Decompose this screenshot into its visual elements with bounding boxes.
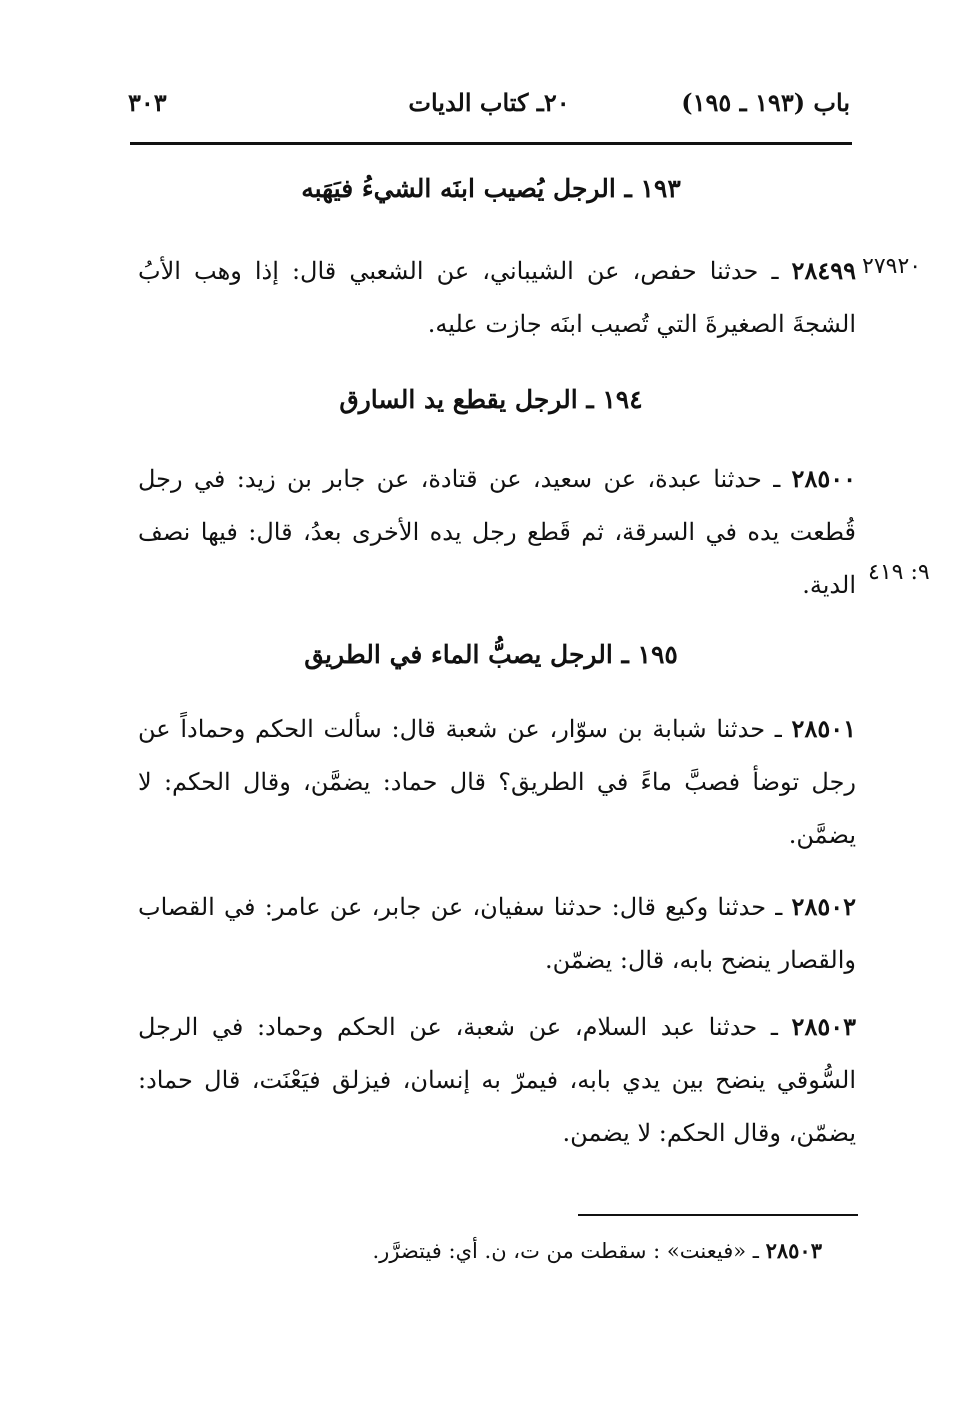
hadith-number: ٢٨٥٠٢ [791,892,856,921]
footnote-rule [578,1214,858,1216]
footnote [138,1238,822,1263]
hadith-paragraph [138,880,856,987]
hadith-paragraph [138,1000,856,1160]
hadith-paragraph [138,702,856,862]
margin-reference: ٢٧٩٢٠ [862,254,922,279]
hadith-text: ـ حدثنا حفص، عن الشيباني، عن الشعبي قال: إذا وهب الأبُ الشجةَ الصغيرةَ التي تُصيب ابنَه جازت عليه. [138,257,856,338]
hadith-number: ٢٨٥٠٣ [791,1012,856,1041]
hadith-text: ـ حدثنا وكيع قال: حدثنا سفيان، عن جابر، عن عامر: في القصاب والقصار ينضح بابه، قال: يضمّن. [138,893,856,974]
hadith-number: ٢٨٥٠١ [791,714,856,743]
header-chapter-range: باب (١٩٣ ـ ١٩٥) [681,88,850,117]
section-title: ١٩٥ ـ الرجل يصبُّ الماء في الطريق [304,640,678,669]
margin-reference: ٩: ٤١٩ [868,560,930,585]
hadith-number: ٢٨٥٠٠ [791,464,856,493]
hadith-text: ـ حدثنا شبابة بن سوّار، عن شعبة قال: سألت الحكم وحماداً عن رجل توضأ فصبَّ ماءً في الطريق؟ قال حماد: يضمَّن، وقال الحكم: لا يضمَّن. [138,715,856,849]
hadith-paragraph [138,244,856,351]
footnote-text: ـ «فيعنت» : سقطت من ت، ن. أي: فيتضرَّر. [372,1239,766,1263]
hadith-text: ـ حدثنا عبد السلام، عن شعبة، عن الحكم وحماد: في الرجل السُّوقي ينضح بين يدي بابه، فيمرّ به إنسان، فيزلق فيَعْنَت، قال حماد: يضمّن، وقال الحكم: لا يضمن. [138,1013,856,1147]
hadith-number: ٢٨٤٩٩ [791,256,856,285]
hadith-text: ـ حدثنا عبدة، عن سعيد، عن قتادة، عن جابر بن زيد: في رجل قُطعت يده في السرقة، ثم قَطع رجل يده الأخرى بعدُ، قال: فيها نصف الدية. [138,465,856,599]
header-rule [130,142,852,145]
running-header [128,88,850,132]
section-title: ١٩٤ ـ الرجل يقطع يد السارق [339,385,643,414]
hadith-paragraph [138,452,856,612]
header-book-title: ٢٠ـ كتاب الديات [408,88,570,117]
footnote-number: ٢٨٥٠٣ [765,1238,822,1263]
section-title: ١٩٣ ـ الرجل يُصيب ابنَه الشيءُ فيَهَبه [301,174,681,203]
page-number: ٣٠٣ [128,88,167,117]
